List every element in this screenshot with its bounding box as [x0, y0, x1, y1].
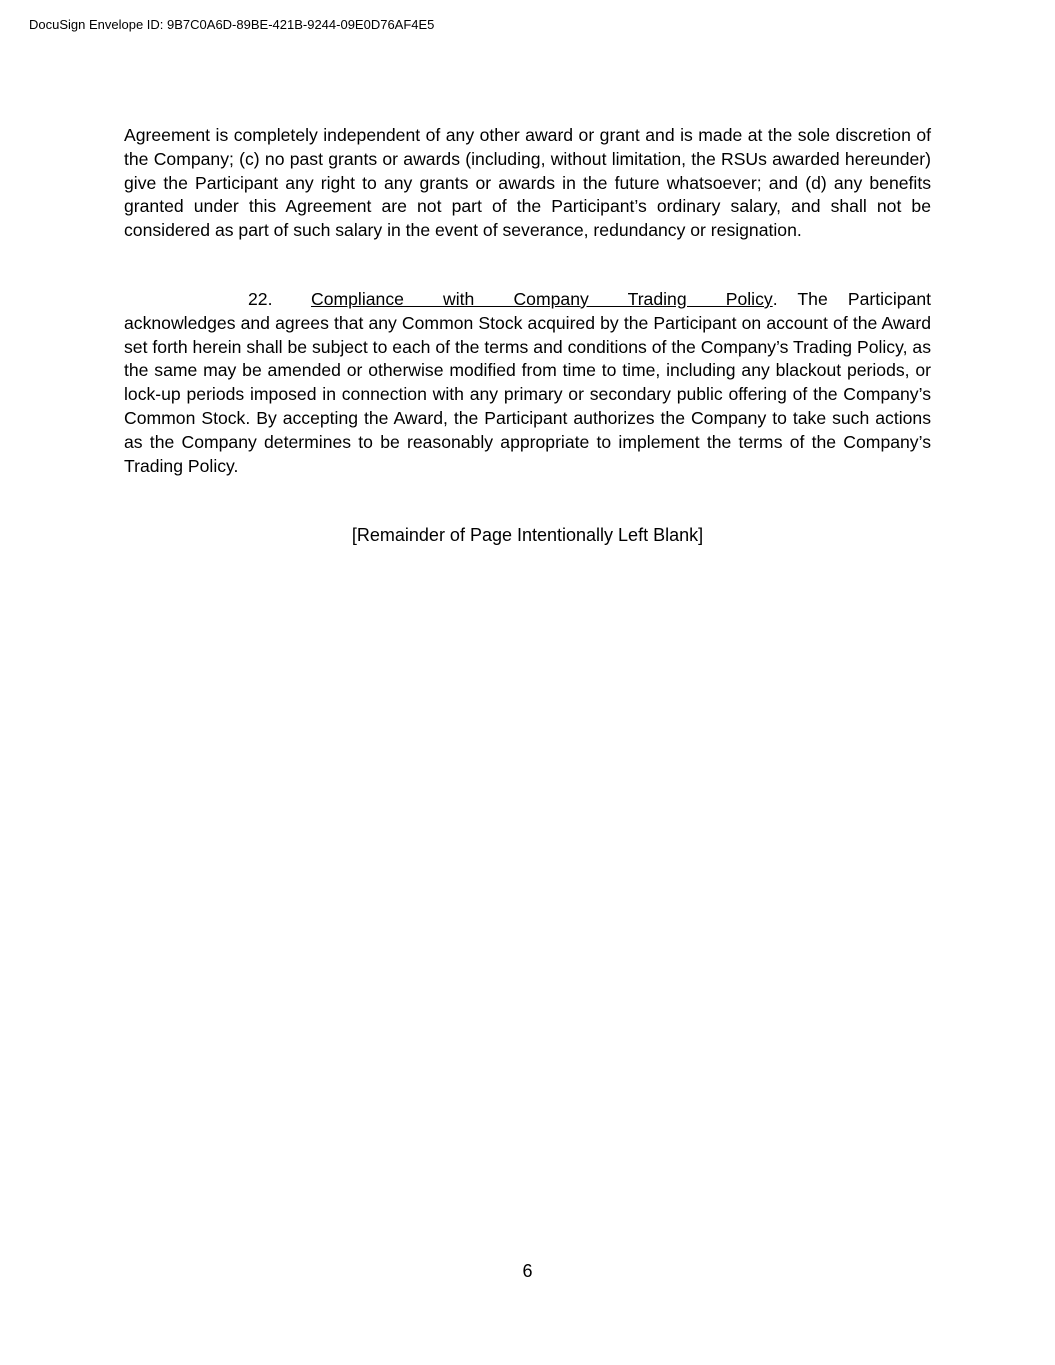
docusign-envelope-id: DocuSign Envelope ID: 9B7C0A6D-89BE-421B-9244-09E0D76AF4E5	[29, 17, 435, 32]
section-number: 22.	[248, 289, 273, 309]
section-22-paragraph	[124, 288, 931, 478]
page-number: 6	[522, 1261, 533, 1281]
section-heading: Compliance with Company Trading Policy	[311, 289, 773, 309]
paragraph-continuation: Agreement is completely independent of any other award or grant and is made at the sole discretion of the Company; (c) no past grants or awards (including, without limitation, the RSUs awarded hereunder) give the Participant any right to any grants or awards in the future whatsoever; and (d) any benefits granted under this Agreement are not part of the Participant’s ordinary salary, and shall not be considered as part of such salary in the event of severance, redundancy or resignation.	[124, 125, 931, 241]
section-heading-period: .	[772, 289, 778, 309]
remainder-blank-note: [Remainder of Page Intentionally Left Blank]	[351, 525, 704, 545]
section-22-body-text: The Participant acknowledges and agrees that any Common Stock acquired by the Participant on account of the Award set forth herein shall be subject to each of the terms and conditions of the Company’s Trading Policy, as the same may be amended or otherwise modified from time to time, including any blackout periods, or lock-up periods imposed in connection with any primary or secondary public offering of the Company’s Common Stock. By accepting the Award, the Participant authorizes the Company to take such actions as the Company determines to be reasonably appropriate to implement the terms of the Company’s Trading Policy.	[124, 289, 931, 476]
